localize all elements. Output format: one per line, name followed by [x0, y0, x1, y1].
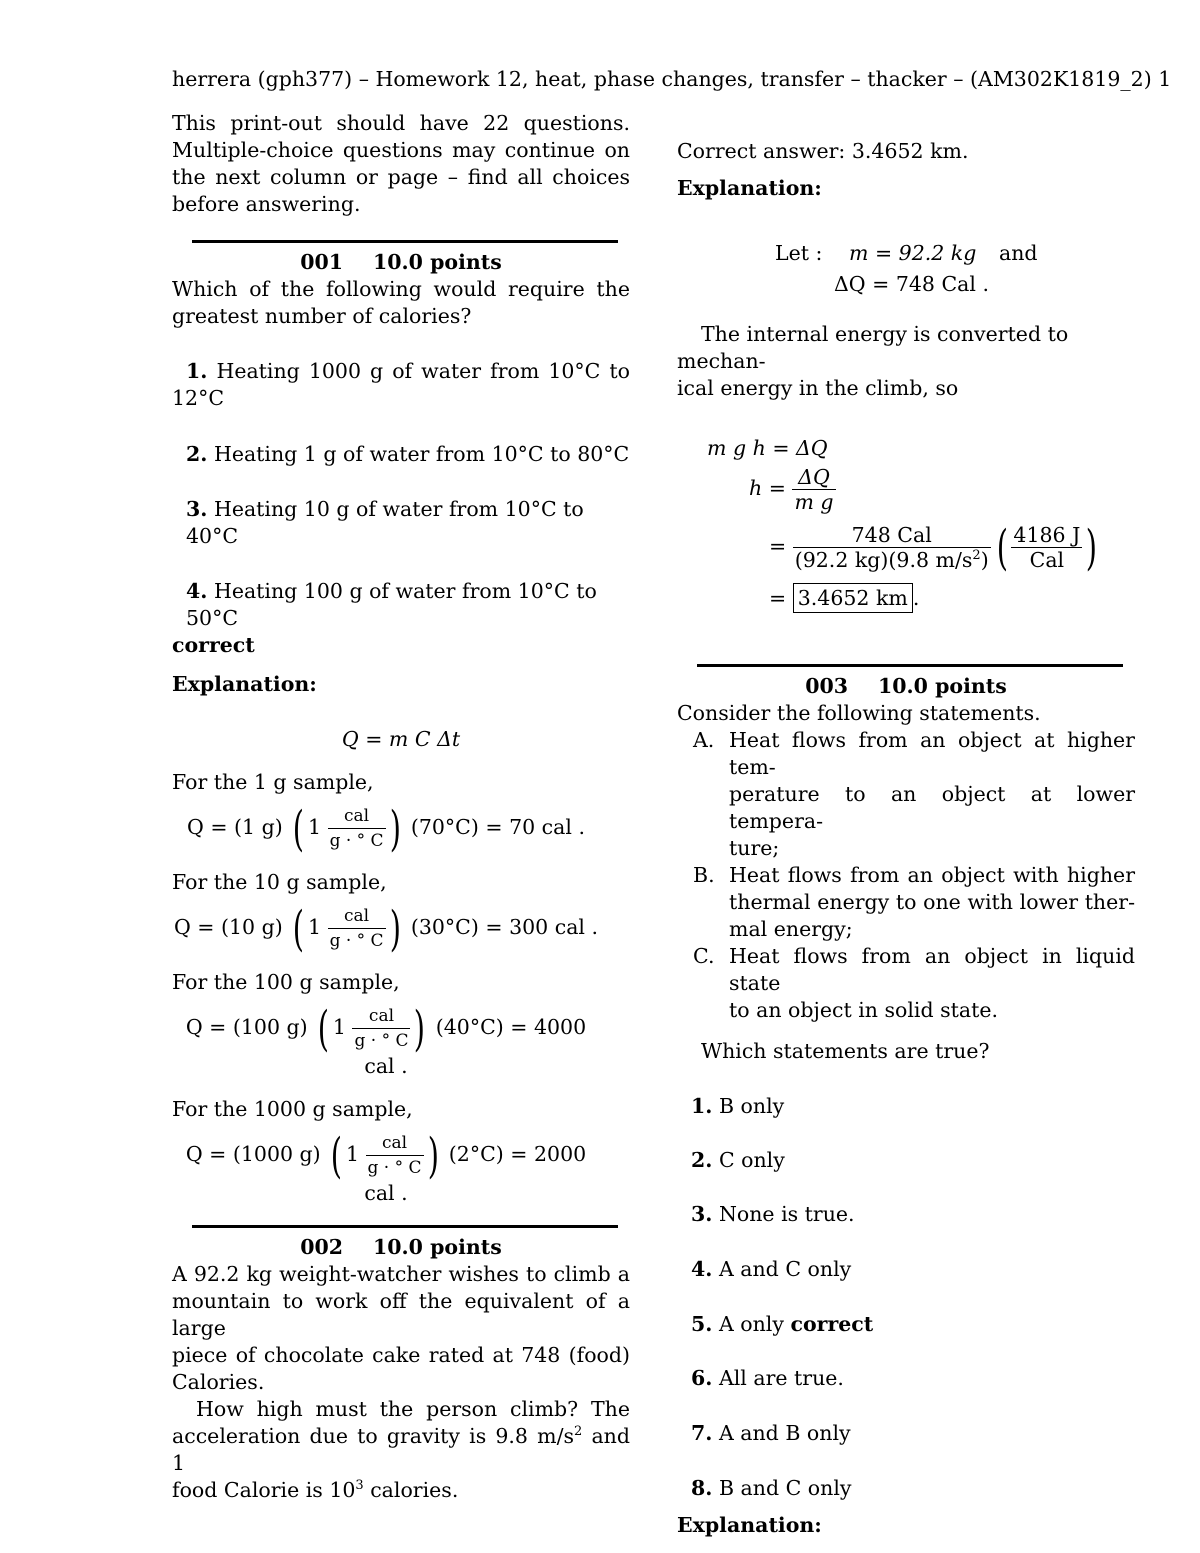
choice-number: 2.	[186, 442, 208, 466]
question-text: How high must the person climb? The	[196, 1397, 630, 1421]
frac-numerator: cal	[328, 904, 386, 929]
question-text: greatest number of calories?	[172, 304, 472, 328]
sample-1	[172, 769, 630, 857]
sample-lhs: Q = (10 g)	[173, 915, 283, 939]
choice-3: 3. None is true.	[691, 1202, 855, 1226]
frac-numerator: cal	[328, 804, 386, 829]
question-prompt: Which statements are true?	[701, 1039, 990, 1063]
choice-text: Heating 100 g of water from 10°C to 50°C	[186, 579, 597, 630]
choice-2: 2. C only	[691, 1148, 785, 1172]
derivation	[677, 435, 1135, 635]
explanation-text: ical energy in the climb, so	[677, 376, 959, 400]
unit-fraction	[352, 1004, 410, 1053]
choice-3	[172, 496, 630, 550]
sample-lhs: Q = (100 g)	[185, 1015, 308, 1039]
question-text: piece of chocolate cake rated at 748 (food)	[172, 1343, 630, 1367]
question-text: Which of the following would require the	[172, 277, 630, 301]
intro-line: the next column or page – find all choices	[172, 165, 630, 189]
left-column	[172, 110, 630, 1504]
frac-denominator: g · ° C	[329, 831, 384, 851]
intro	[172, 110, 630, 218]
intro-line: This print-out should have 22 questions.	[172, 111, 630, 135]
choice-2	[172, 441, 630, 468]
deriv-fraction: $\frac{\text{748 Cal}}{(92.2 kg)(9.8 m/s^2)}$	[794, 523, 989, 572]
deriv-line-1: m g h = ΔQ	[707, 436, 828, 460]
deriv-line-2: h = $\frac{\Delta Q}{\text{m g}}$	[749, 465, 834, 514]
choice-4	[172, 578, 630, 632]
question-points: 10.0 points	[373, 250, 502, 274]
question-header-003	[677, 673, 1135, 700]
sample-result: (30°C) = 300 cal .	[410, 915, 599, 939]
question-text: mountain to work off the equivalent of a large	[172, 1289, 630, 1340]
open-paren: (	[317, 1000, 330, 1057]
sample-lhs: Q = (1000 g)	[185, 1142, 321, 1166]
intro-line: Multiple-choice questions may continue on	[172, 138, 630, 162]
deriv-fraction: $\frac{4186 J}{\text{Cal}}$	[1013, 523, 1081, 572]
sample-3	[172, 969, 630, 1080]
close-paren: )	[389, 900, 401, 957]
open-paren: (	[292, 900, 305, 957]
let-heat: ΔQ = 748 Cal .	[834, 272, 989, 296]
choice-text: 12°C	[172, 386, 225, 410]
question-header-002	[172, 1234, 630, 1261]
page-header: herrera (gph377) – Homework 12, heat, phase changes, transfer – thacker – (AM302K1819_2) 1	[172, 67, 1172, 91]
choice-8: 8. B and C only	[691, 1476, 852, 1500]
sample-result: (40°C) = 4000 cal .	[364, 1015, 587, 1078]
question-points: 10.0 points	[373, 1235, 502, 1259]
sample-2	[172, 869, 630, 957]
sample-label: For the 100 g sample,	[172, 970, 400, 994]
statement-c: C. Heat flows from an object in liquid state to an object in solid state.	[693, 944, 1135, 1022]
choice-text: Heating 1000 g of water from 10°C to	[216, 359, 630, 383]
question-text: acceleration due to gravity is 9.8 $m/s^2$ and 1	[172, 1424, 630, 1475]
frac-one: 1	[332, 1015, 346, 1039]
sample-label: For the 10 g sample,	[172, 870, 387, 894]
sample-result: (70°C) = 70 cal .	[410, 815, 585, 839]
question-text: Consider the following statements.	[677, 701, 1041, 725]
correct-answer: Correct answer: 3.4652 km.	[677, 139, 969, 163]
close-paren: )	[427, 1127, 439, 1184]
let-block	[677, 240, 1135, 300]
question-divider	[192, 1225, 618, 1228]
deriv-fraction: $\frac{\Delta Q}{\text{m g}}$	[794, 465, 834, 514]
unit-fraction	[328, 804, 386, 853]
question-header-001	[172, 249, 630, 276]
open-paren: (	[292, 800, 305, 857]
question-number: 003	[805, 674, 848, 698]
choice-6: 6. All are true.	[691, 1366, 844, 1390]
question-divider	[697, 664, 1123, 667]
frac-one: 1	[307, 815, 322, 839]
question-number: 001	[300, 250, 343, 274]
question-text: A 92.2 kg weight-watcher wishes to climb a	[172, 1262, 630, 1286]
unit-fraction	[366, 1131, 424, 1180]
explanation-label: Explanation:	[677, 176, 822, 200]
question-points: 10.0 points	[878, 674, 1007, 698]
choice-7: 7. A and B only	[691, 1421, 851, 1445]
sample-label: For the 1000 g sample,	[172, 1097, 413, 1121]
choice-1	[172, 358, 630, 412]
sample-4	[172, 1096, 630, 1207]
choice-5: 5. A only correct	[691, 1312, 874, 1336]
explanation-label: Explanation:	[172, 672, 317, 696]
sample-result: (2°C) = 2000 cal .	[364, 1142, 587, 1205]
sample-lhs: Q = (1 g)	[187, 815, 283, 839]
sample-label: For the 1 g sample,	[172, 770, 374, 794]
frac-denominator: g · ° C	[367, 1158, 422, 1178]
choice-number: 1.	[186, 359, 208, 383]
let-label: Let :	[775, 241, 823, 265]
frac-denominator: g · ° C	[354, 1031, 409, 1051]
statement-b: B. Heat flows from an object with higher thermal energy to one with lower ther- mal energy;	[693, 863, 1135, 941]
correct-marker: correct	[172, 633, 255, 657]
choice-text: Heating 10 g of water from 10°C to 40°C	[186, 497, 584, 548]
let-mass: m = 92.2 kg	[849, 241, 977, 265]
open-paren: (	[330, 1127, 343, 1184]
explanation-text: The internal energy is converted to mechan-	[677, 322, 1069, 373]
choice-4: 4. A and C only	[691, 1257, 852, 1281]
boxed-answer: 3.4652 km	[793, 583, 913, 613]
question-text: Calories.	[172, 1370, 265, 1394]
choice-text: Heating 1 g of water from 10°C to 80°C	[213, 442, 630, 466]
frac-denominator: g · ° C	[329, 931, 384, 951]
let-and: and	[999, 241, 1038, 265]
unit-fraction	[328, 904, 386, 953]
formula: Q = m C Δt	[341, 727, 461, 751]
choice-number: 3.	[186, 497, 208, 521]
frac-one: 1	[345, 1142, 359, 1166]
choice-1: 1. B only	[691, 1094, 785, 1118]
statement-a: A. Heat flows from an object at higher tem- perature to an object at lower tempera- ture;	[693, 728, 1135, 860]
question-number: 002	[300, 1235, 343, 1259]
explanation-label: Explanation:	[677, 1513, 822, 1537]
deriv-line-3: = $\frac{\text{748 Cal}}{(92.2 kg)(9.8 m/s^2)}$ ( $\frac{4186 J}{\text{Cal}}$ )	[769, 519, 1098, 576]
deriv-line-4: = 3.4652 km .	[769, 585, 919, 612]
frac-numerator: cal	[366, 1131, 424, 1156]
close-paren: )	[414, 1000, 426, 1057]
frac-numerator: cal	[352, 1004, 410, 1029]
frac-one: 1	[307, 915, 322, 939]
question-divider	[192, 240, 618, 243]
correct-marker: correct	[790, 1312, 874, 1336]
close-paren: )	[389, 800, 401, 857]
question-text: food Calorie is $10^3$ calories.	[172, 1478, 459, 1502]
right-column	[677, 138, 1135, 1539]
choice-number: 4.	[186, 579, 208, 603]
intro-line: before answering.	[172, 192, 361, 216]
